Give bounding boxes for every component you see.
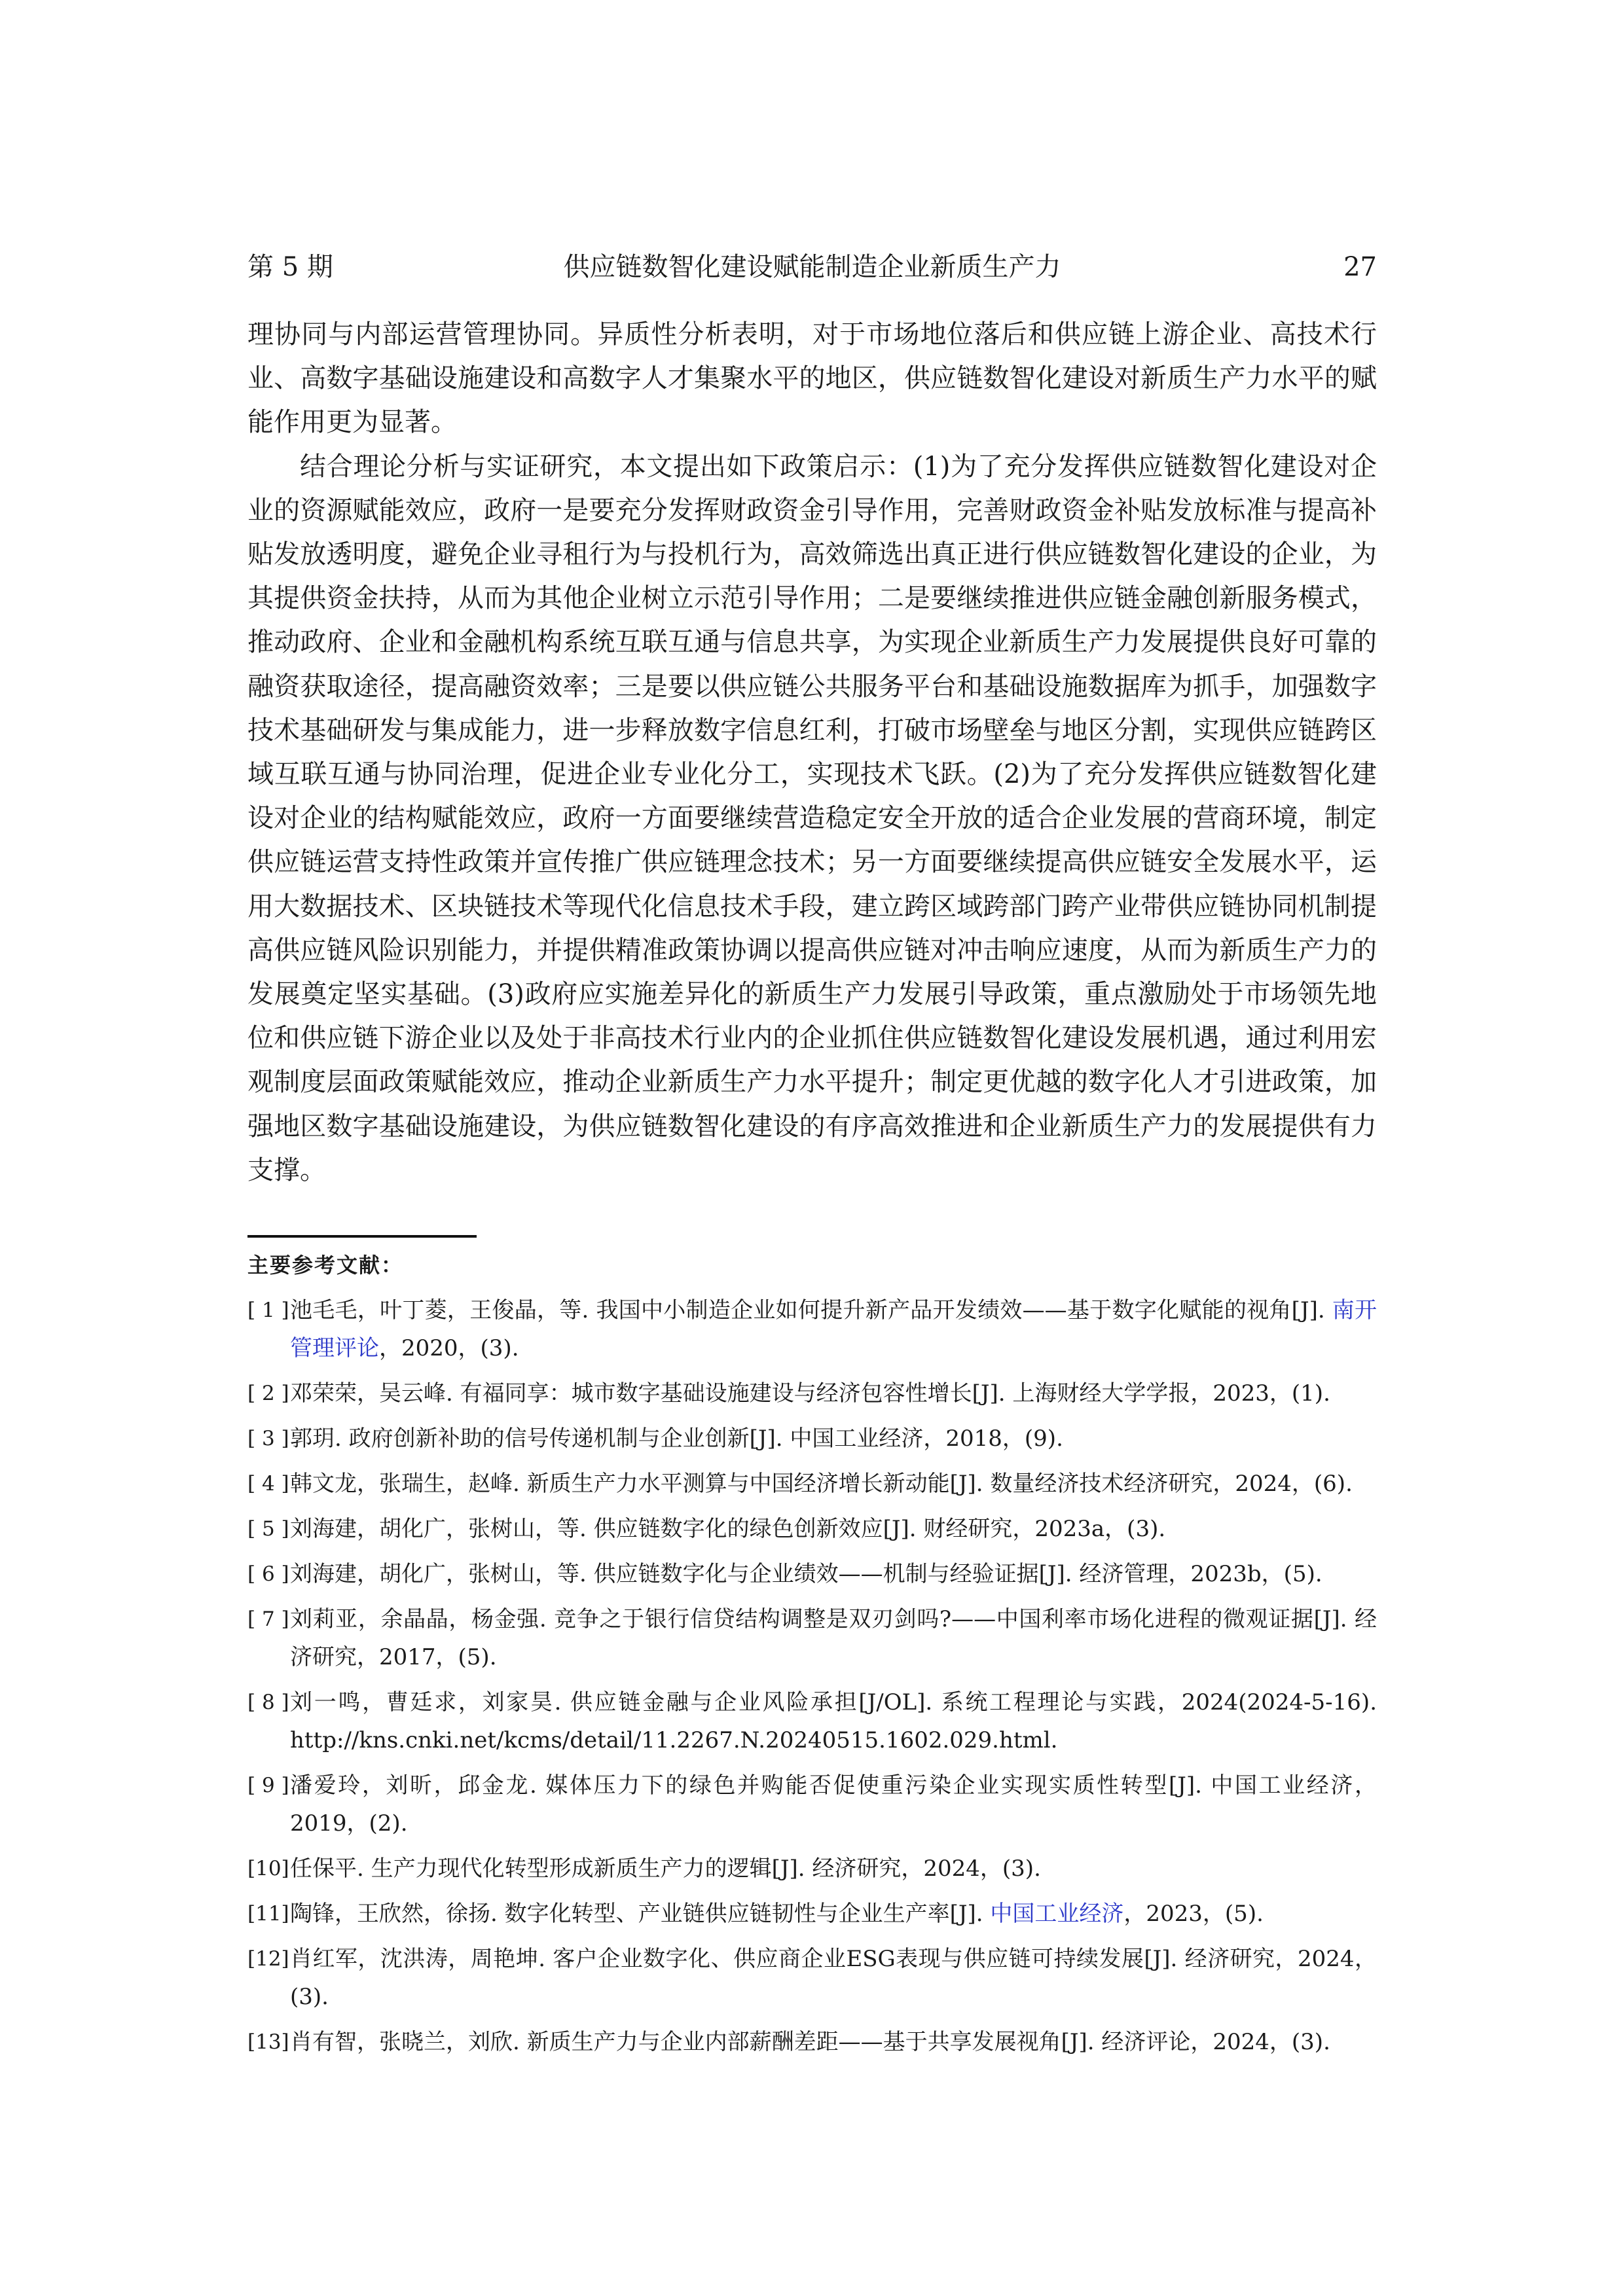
reference-item [247, 1895, 1377, 1933]
reference-text: 肖红军，沈洪涛，周艳坤. 客户企业数字化、供应商企业ESG表现与供应链可持续发展[J]. 经济研究，2024，(3). [290, 1946, 1377, 2010]
reference-number: [12] [247, 1947, 289, 1971]
reference-number: [ 1 ] [247, 1299, 289, 1322]
reference-text-tail: ，2023，(5). [1123, 1901, 1264, 1927]
reference-number: [11] [247, 1902, 289, 1926]
reference-item [247, 1465, 1377, 1503]
reference-item [247, 1555, 1377, 1593]
reference-item [247, 1420, 1377, 1458]
reference-number: [ 5 ] [247, 1517, 289, 1541]
paragraph-conclusion-end: 理协同与内部运营管理协同。异质性分析表明，对于市场地位落后和供应链上游企业、高技术行业、高数字基础设施建设和高数字人才集聚水平的地区，供应链数智化建设对新质生产力水平的赋能作用更为显著。 [247, 319, 1377, 438]
reference-text: 刘海建，胡化广，张树山，等. 供应链数字化与企业绩效——机制与经验证据[J]. 经济管理，2023b，(5). [290, 1561, 1322, 1587]
reference-number: [13] [247, 2030, 289, 2054]
reference-text: 刘一鸣，曹廷求，刘家昊. 供应链金融与企业风险承担[J/OL]. 系统工程理论与实践，2024(2024-5-16). http://kns.cnki.net/kcms/detail/11.2267.N.20240515.1602.029.html. [290, 1689, 1377, 1753]
reference-number: [ 4 ] [247, 1472, 289, 1496]
reference-text: 刘莉亚，余晶晶，杨金强. 竞争之于银行信贷结构调整是双刃剑吗?——中国利率市场化进程的微观证据[J]. 经济研究，2017，(5). [290, 1606, 1377, 1670]
reference-item [247, 1374, 1377, 1412]
reference-text: 邓荣荣，吴云峰. 有福同享：城市数字基础设施建设与经济包容性增长[J]. 上海财经大学学报，2023，(1). [290, 1380, 1330, 1407]
reference-text: 陶锋，王欣然，徐扬. 数字化转型、产业链供应链韧性与企业生产率[J]. [290, 1901, 991, 1927]
reference-item [247, 1683, 1377, 1759]
reference-divider [247, 1235, 477, 1238]
reference-number: [ 2 ] [247, 1382, 289, 1405]
reference-text: 肖有智，张晓兰，刘欣. 新质生产力与企业内部薪酬差距——基于共享发展视角[J]. 经济评论，2024，(3). [290, 2029, 1330, 2055]
reference-item [247, 1850, 1377, 1888]
running-header [247, 247, 1377, 287]
reference-text: 任保平. 生产力现代化转型形成新质生产力的逻辑[J]. 经济研究，2024，(3). [290, 1856, 1041, 1882]
reference-number: [ 7 ] [247, 1607, 289, 1631]
page-number: 27 [1343, 252, 1377, 282]
reference-number: [ 8 ] [247, 1691, 289, 1714]
reference-item [247, 1940, 1377, 2016]
reference-text: 刘海建，胡化广，张树山，等. 供应链数字化的绿色创新效应[J]. 财经研究，2023a，(3). [290, 1516, 1166, 1542]
reference-number: [ 3 ] [247, 1427, 289, 1450]
reference-text: 韩文龙，张瑞生，赵峰. 新质生产力水平测算与中国经济增长新动能[J]. 数量经济技术经济研究，2024，(6). [290, 1471, 1353, 1497]
reference-text: 池毛毛，叶丁菱，王俊晶，等. 我国中小制造企业如何提升新产品开发绩效——基于数字化赋能的视角[J]. [290, 1297, 1332, 1323]
reference-number: [ 6 ] [247, 1562, 289, 1586]
paragraph-policy-implications: 结合理论分析与实证研究，本文提出如下政策启示：(1)为了充分发挥供应链数智化建设对企业的资源赋能效应，政府一是要充分发挥财政资金引导作用，完善财政资金补贴发放标准与提高补贴发放透明度，避免企业寻租行为与投机行为，高效筛选出真正进行供应链数智化建设的企业，为其提供资金扶持，从而为其他企业树立示范引导作用；二是要继续推进供应链金融创新服务模式，推动政府、企业和金融机构系统互联互通与信息共享，为实现企业新质生产力发展提供良好可靠的融资获取途径，提高融资效率；三是要以供应链公共服务平台和基础设施数据库为抓手，加强数字技术基础研发与集成能力，进一步释放数字信息红利，打破市场壁垒与地区分割，实现供应链跨区域互联互通与协同治理，促进企业专业化分工，实现技术飞跃。(2)为了充分发挥供应链数智化建设对企业的结构赋能效应，政府一方面要继续营造稳定安全开放的适合企业发展的营商环境，制定供应链运营支持性政策并宣传推广供应链理念技术；另一方面要继续提高供应链安全发展水平，运用大数据技术、区块链技术等现代化信息技术手段，建立跨区域跨部门跨产业带供应链协同机制提高供应链风险识别能力，并提供精准政策协调以提高供应链对冲击响应速度，从而为新质生产力的发展奠定坚实基础。(3)政府应实施差异化的新质生产力发展引导政策，重点激励处于市场领先地位和供应链下游企业以及处于非高技术行业内的企业抓住供应链数智化建设发展机遇，通过利用宏观制度层面政策赋能效应，推动企业新质生产力水平提升；制定更优越的数字化人才引进政策，加强地区数字基础设施建设，为供应链数智化建设的有序高效推进和企业新质生产力的发展提供有力支撑。 [247, 451, 1377, 1185]
reference-item [247, 1600, 1377, 1676]
reference-list [247, 1247, 1377, 2068]
reference-journal-link[interactable]: 中国工业经济 [990, 1901, 1124, 1927]
reference-text: 潘爱玲，刘昕，邱金龙. 媒体压力下的绿色并购能否促使重污染企业实现实质性转型[J]. 中国工业经济，2019，(2). [290, 1772, 1377, 1837]
reference-item [247, 1510, 1377, 1548]
reference-text: 郭玥. 政府创新补助的信号传递机制与企业创新[J]. 中国工业经济，2018，(9). [290, 1426, 1063, 1452]
issue-number: 第 5 期 [247, 252, 333, 282]
journal-article-title: 供应链数智化建设赋能制造企业新质生产力 [563, 252, 1061, 282]
reference-number: [10] [247, 1857, 289, 1880]
reference-number: [ 9 ] [247, 1774, 289, 1797]
reference-journal-link[interactable]: 南开管理评论 [290, 1297, 1377, 1361]
reference-item [247, 1767, 1377, 1842]
body-text [247, 313, 1377, 1193]
reference-item [247, 2023, 1377, 2061]
references-heading: 主要参考文献： [247, 1253, 404, 1278]
reference-item [247, 1291, 1377, 1367]
reference-text-tail: ，2020，(3). [379, 1335, 519, 1361]
